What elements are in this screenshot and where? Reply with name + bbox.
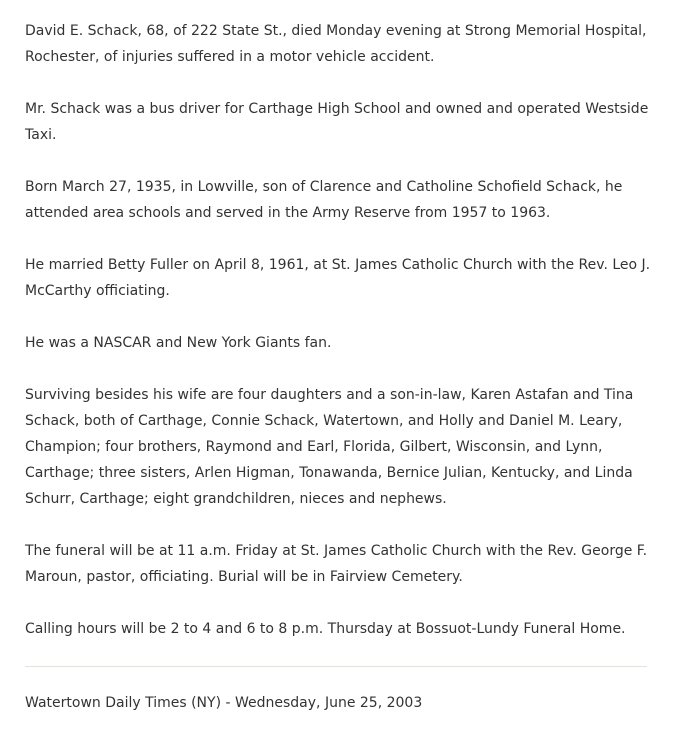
divider (25, 666, 647, 667)
paragraph-death-notice: David E. Schack, 68, of 222 State St., died Monday evening at Strong Memorial Hospital, Rochester, of injuries suffered in a motor vehicle accident. (25, 23, 647, 65)
paragraph-marriage: He married Betty Fuller on April 8, 1961, at St. James Catholic Church with the Rev. Leo J. McCarthy officiating. (25, 257, 651, 299)
paragraph-interests: He was a NASCAR and New York Giants fan. (25, 335, 332, 351)
paragraph-birth: Born March 27, 1935, in Lowville, son of Clarence and Catholine Schofield Schack, he attended area schools and served in the Army Reserve from 1957 to 1963. (25, 179, 623, 221)
paragraph-survivors: Surviving besides his wife are four daughters and a son-in-law, Karen Astafan and Tina Schack, both of Carthage, Connie Schack, Watertown, and Holly and Daniel M. Leary, Champion; four brothers, Raymond and Earl, Florida, Gilbert, Wisconsin, and Lynn, Carthage; three sisters, Arlen Higman, Tonawanda, Bernice Julian, Kentucky, and Linda Schurr, Carthage; eight grandchildren, nieces and nephews. (25, 387, 634, 507)
obituary-article (25, 18, 655, 668)
source-line: Watertown Daily Times (NY) - Wednesday, June 25, 2003 (25, 695, 423, 711)
paragraph-occupation: Mr. Schack was a bus driver for Carthage High School and owned and operated Westside Taxi. (25, 101, 649, 143)
paragraph-calling-hours: Calling hours will be 2 to 4 and 6 to 8 p.m. Thursday at Bossuot-Lundy Funeral Home. (25, 621, 626, 637)
paragraph-funeral: The funeral will be at 11 a.m. Friday at St. James Catholic Church with the Rev. George F. Maroun, pastor, officiating. Burial will be in Fairview Cemetery. (25, 543, 648, 585)
